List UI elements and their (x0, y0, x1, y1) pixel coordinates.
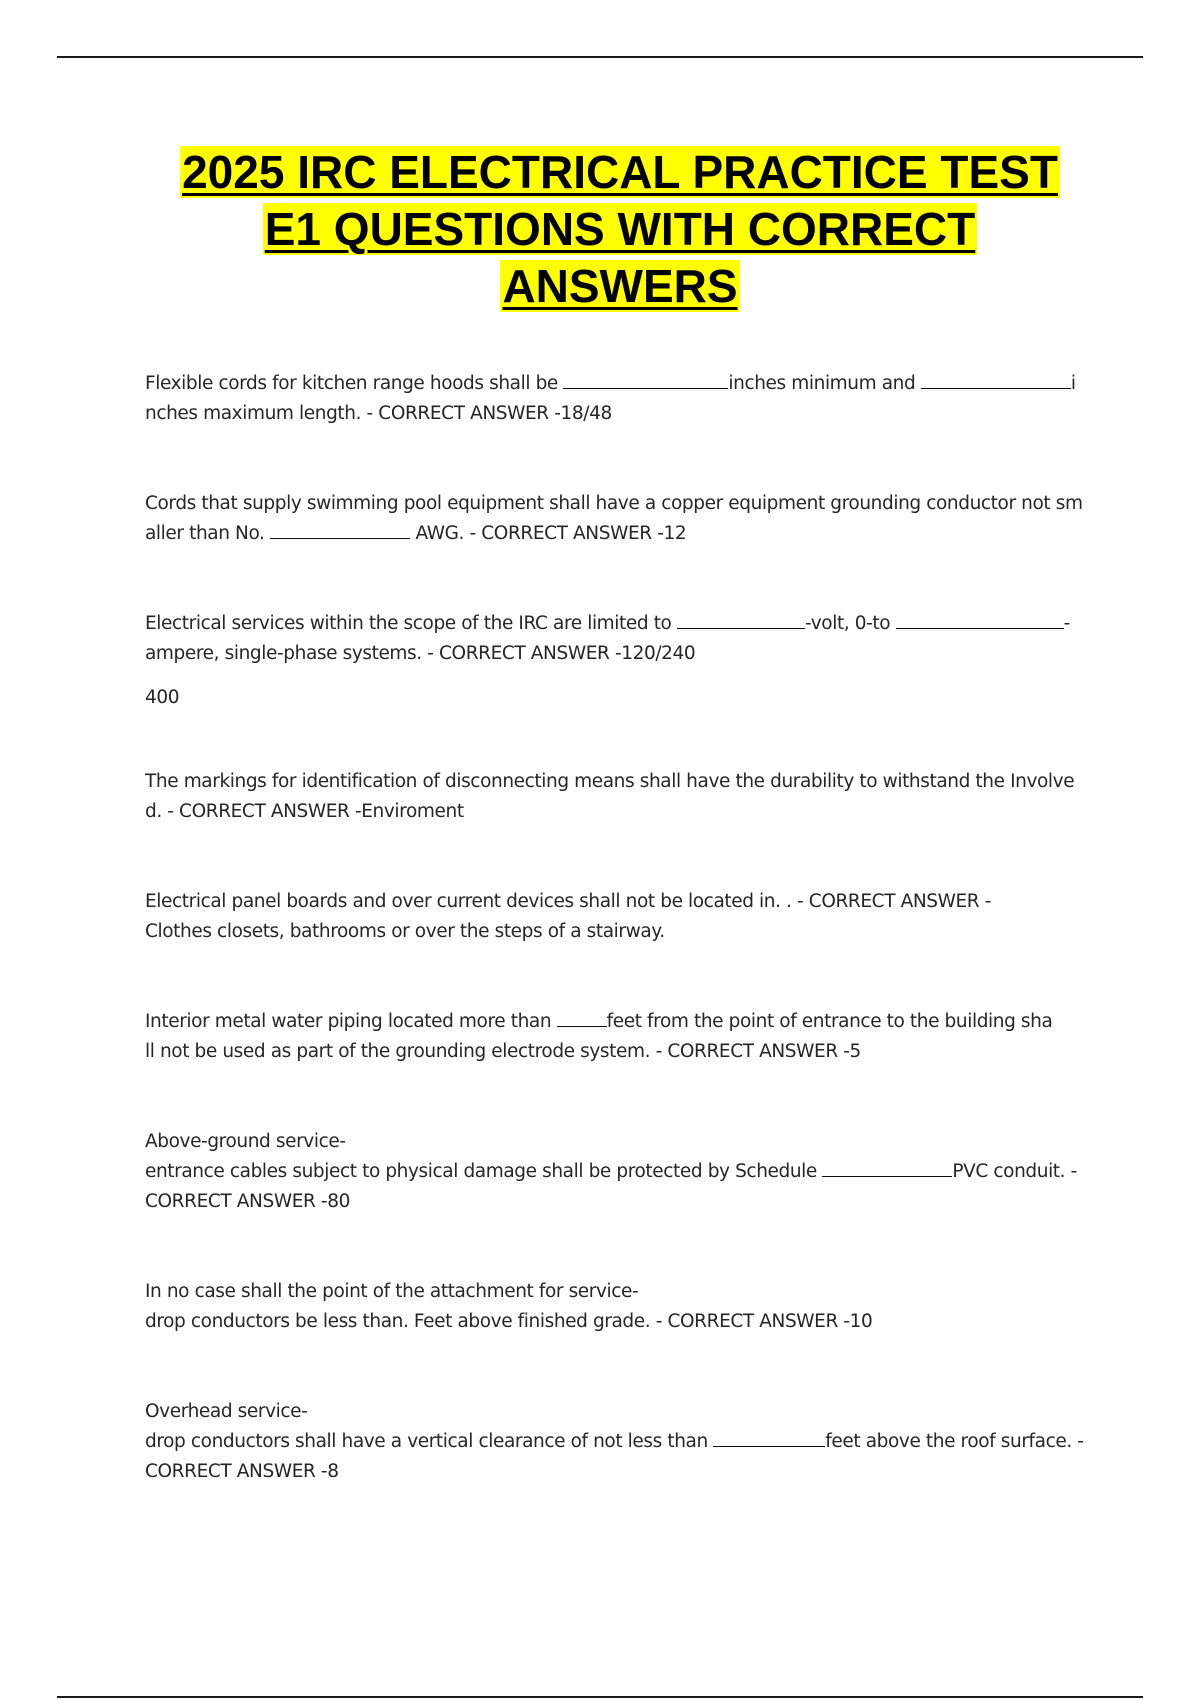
answer-blank (563, 387, 728, 389)
answer-blank (557, 1025, 607, 1027)
answer-blank (677, 627, 805, 629)
answer-blank (713, 1445, 825, 1447)
question-item: Above-ground service- entrance cables subject to physical damage shall be protected by Schedule PVC conduit. - CORRECT ANSWER -80 (145, 1131, 1077, 1212)
question-item: Electrical services within the scope of the IRC are limited to -volt, 0-to - ampere, single-phase systems. - CORRECT ANSWER -120/240 400 (145, 613, 1070, 708)
answer-blank (896, 627, 1064, 629)
question-item: Electrical panel boards and over current devices shall not be located in. . - CORRECT ANSWER - Clothes closets, bathrooms or over the steps of a stairway. (145, 891, 992, 942)
question-item: In no case shall the point of the attachment for service- drop conductors be less than. Feet above finished grade. - CORRECT ANSWER -10 (145, 1281, 873, 1332)
answer-blank (822, 1175, 952, 1177)
question-item: The markings for identification of disconnecting means shall have the durability to withstand the Involve d. - CORRECT ANSWER -Enviroment (145, 771, 1075, 822)
title-line-1: 2025 IRC ELECTRICAL PRACTICE TEST (182, 146, 1058, 198)
question-list (145, 369, 1085, 1487)
title-line-3: ANSWERS (502, 260, 738, 312)
question-item: Flexible cords for kitchen range hoods shall be inches minimum and i nches maximum length. - CORRECT ANSWER -18/48 (145, 373, 1076, 424)
answer-blank (270, 537, 410, 539)
question-item: Interior metal water piping located more than feet from the point of entrance to the building sha ll not be used as part of the grounding electrode system. - CORRECT ANSWER -5 (145, 1011, 1053, 1062)
question-item: Overhead service- drop conductors shall have a vertical clearance of not less than feet above the roof surface. - CORRECT ANSWER -8 (145, 1401, 1084, 1482)
answer-blank (921, 387, 1071, 389)
title-line-2: E1 QUESTIONS WITH CORRECT (264, 203, 976, 255)
top-rule (57, 56, 1143, 58)
document-title (140, 144, 1100, 315)
bottom-rule (57, 1696, 1143, 1698)
question-item: Cords that supply swimming pool equipment shall have a copper equipment grounding conductor not sm aller than No. AWG. - CORRECT ANSWER -12 (145, 493, 1083, 544)
